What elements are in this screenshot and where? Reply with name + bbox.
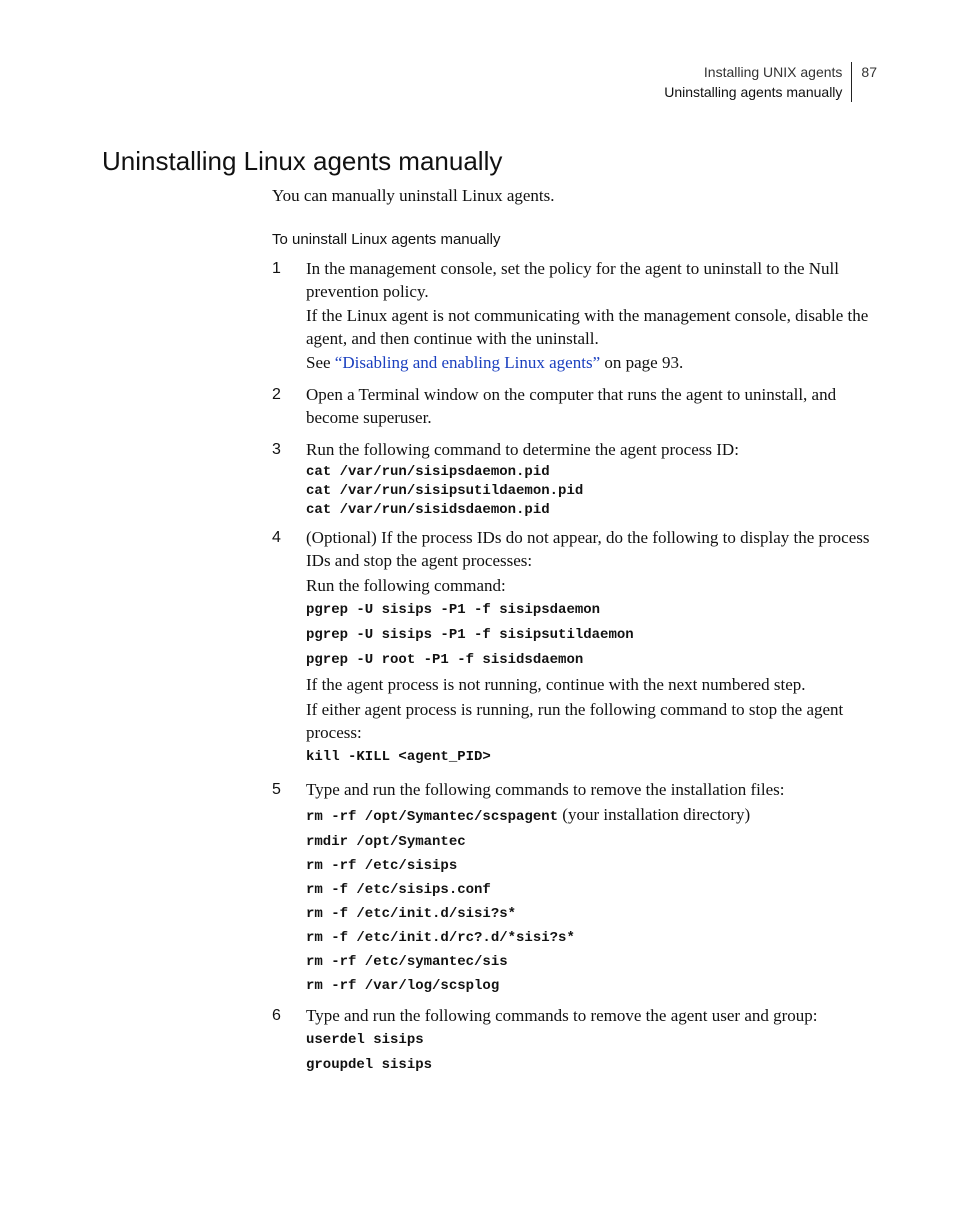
command-line: rm -rf /opt/Symantec/scspagent [306,809,559,825]
step-number: 6 [272,1007,281,1024]
step-text: (Optional) If the process IDs do not appear, do the following to display the process IDs and stop the agent processes: [306,528,870,570]
step-5 [272,778,882,998]
step-3 [272,438,882,520]
step-4 [272,526,882,770]
main-content [272,184,882,1087]
see-label: See [306,353,335,372]
procedure-heading: To uninstall Linux agents manually [272,231,501,248]
code-list [306,745,882,770]
command-line: userdel sisips [306,1032,424,1048]
command-line: rm -f /etc/init.d/rc?.d/*sisi?s* [306,930,575,946]
command-note: (your installation directory) [558,805,751,824]
section-title: Uninstalling agents manually [664,84,843,100]
chapter-title: Installing UNIX agents [703,64,843,80]
command-line: pgrep -U sisips -P1 -f sisipsdaemon [306,602,601,618]
running-header-titles [664,62,852,102]
step-text: Open a Terminal window on the computer that runs the agent to uninstall, and become superuser. [306,385,837,427]
command-line: cat /var/run/sisidsdaemon.pid [306,502,550,518]
command-line: kill -KILL <agent_PID> [306,749,491,765]
command-line: cat /var/run/sisipsdaemon.pid [306,464,550,480]
command-line: pgrep -U sisips -P1 -f sisipsutildaemon [306,627,634,643]
step-number: 4 [272,529,281,546]
command-line: rm -f /etc/sisips.conf [306,882,491,898]
step-text: If the Linux agent is not communicating with the management console, disable the agent, and then continue with the uninstall. [306,306,869,348]
step-1 [272,257,882,374]
step-number: 3 [272,441,281,458]
intro-text: You can manually uninstall Linux agents. [272,186,555,205]
step-text: Run the following command to determine the agent process ID: [306,440,739,459]
command-line: groupdel sisips [306,1057,433,1073]
step-text: If either agent process is running, run the following command to stop the agent process: [306,700,844,742]
code-block [306,463,882,520]
command-line: rm -rf /var/log/scsplog [306,978,500,994]
command-line: rm -rf /etc/symantec/sis [306,954,508,970]
step-2 [272,383,882,429]
command-line: rm -f /etc/init.d/sisi?s* [306,906,517,922]
steps-list [272,257,882,1078]
step-text: Type and run the following commands to remove the agent user and group: [306,1006,818,1025]
step-number: 1 [272,260,281,277]
command-line: rmdir /opt/Symantec [306,834,466,850]
cross-reference [306,351,882,374]
command-line: cat /var/run/sisipsutildaemon.pid [306,483,584,499]
page-reference: on page 93. [600,353,684,372]
code-list [306,830,882,998]
step-text: If the agent process is not running, continue with the next numbered step. [306,675,806,694]
step-number: 2 [272,386,281,403]
step-text: In the management console, set the policy for the agent to uninstall to the Null prevention policy. [306,259,840,301]
disabling-enabling-agents-link[interactable]: “Disabling and enabling Linux agents” [334,353,601,372]
page-number: 87 [861,64,877,80]
page-title: Uninstalling Linux agents manually [102,146,503,176]
step-text: Run the following command: [306,576,506,595]
code-list [306,598,882,673]
command-with-note [306,803,882,829]
step-6 [272,1004,882,1078]
step-text: Type and run the following commands to remove the installation files: [306,780,785,799]
command-line: pgrep -U root -P1 -f sisidsdaemon [306,652,584,668]
step-number: 5 [272,781,281,798]
code-list [306,1028,882,1078]
running-header [664,62,877,102]
command-line: rm -rf /etc/sisips [306,858,458,874]
